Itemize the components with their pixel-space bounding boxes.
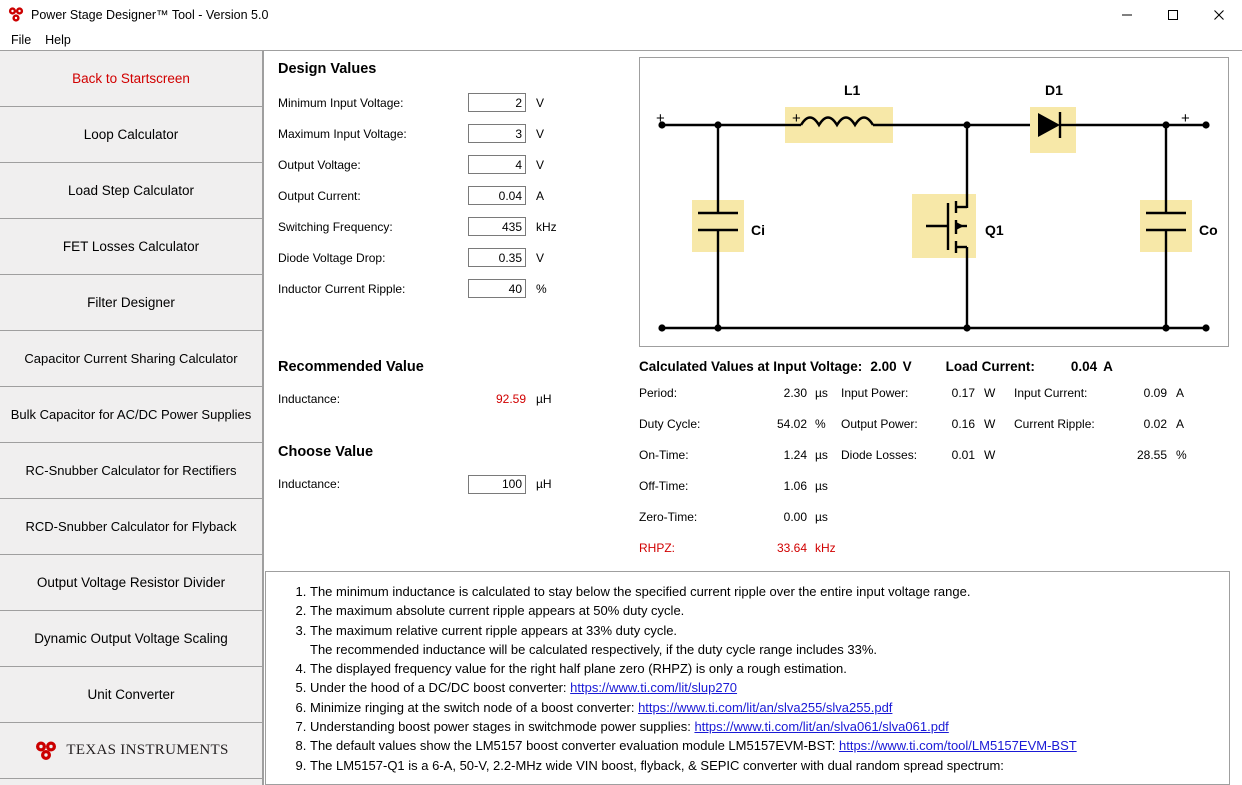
note-text: Minimize ringing at the switch node of a boost converter:: [310, 699, 639, 715]
recommended-inductance-row: [278, 385, 638, 413]
calc-current-ripple-unit: A: [1176, 417, 1185, 431]
choose-inductance-row: [278, 470, 638, 498]
field-unit: V: [536, 157, 545, 172]
field-unit: V: [536, 95, 545, 110]
boost-converter-schematic: [639, 57, 1229, 347]
note-item: [310, 717, 1217, 736]
schematic-label-ci: Ci: [751, 222, 765, 238]
diode-voltage-drop-input[interactable]: [468, 248, 526, 267]
output-current-input[interactable]: [468, 186, 526, 205]
output-voltage-input[interactable]: [468, 155, 526, 174]
minimum-input-voltage-input[interactable]: [468, 93, 526, 112]
calc-input-power-value: 0.17: [951, 386, 975, 400]
field-label: Minimum Input Voltage:: [278, 95, 404, 110]
sidebar-item-bulk-capacitor-for-ac-dc-power-supplies[interactable]: Bulk Capacitor for AC/DC Power Supplies: [0, 387, 262, 443]
calculated-heading-unit: V: [902, 359, 912, 374]
choose-value-title: Choose Value: [278, 444, 374, 460]
note-link[interactable]: https://www.ti.com/tool/LM5157EVM-BST: [838, 738, 1077, 754]
inductor-current-ripple-input[interactable]: [468, 279, 526, 298]
field-label: Inductor Current Ripple:: [278, 281, 406, 296]
note-item: [310, 601, 1217, 620]
note-text: Understanding boost power stages in switchmode power supplies:: [310, 719, 695, 735]
calculated-values-panel: [639, 359, 1239, 576]
note-text: The maximum relative current ripple appears at 33% duty cycle.: [310, 622, 678, 638]
field-label: Output Current:: [278, 188, 361, 203]
calc-current-ripple-percent-unit: %: [1176, 448, 1187, 462]
title-bar: [0, 0, 1242, 30]
recommended-inductance-value: 92.59: [495, 392, 526, 406]
calc-output-power-value: 0.16: [951, 417, 975, 431]
sidebar-item-capacitor-current-sharing-calculator[interactable]: Capacitor Current Sharing Calculator: [0, 331, 262, 387]
calc-input-current-unit: A: [1176, 386, 1185, 400]
field-unit: %: [536, 281, 547, 296]
sidebar-item-loop-calculator[interactable]: Loop Calculator: [0, 107, 262, 163]
calc-current-ripple-percent-value: 28.55: [1136, 448, 1167, 462]
note-item: [310, 698, 1217, 717]
note-text: The LM5157-Q1 is a 6-A, 50-V, 2.2-MHz wide VIN boost, flyback, & SEPIC converter with dual random spread spectrum:: [310, 757, 1004, 773]
note-subtext: The recommended inductance will be calculated respectively, if the duty cycle range includes 33%.: [310, 641, 878, 657]
calc-rhpz-unit: kHz: [815, 541, 836, 555]
note-item: [310, 736, 1217, 755]
calc-diode-losses-label: Diode Losses:: [841, 448, 918, 462]
field-unit: A: [536, 188, 545, 203]
choose-inductance-input[interactable]: [468, 475, 526, 494]
note-link[interactable]: https://www.ti.com/lit/slup270: [570, 680, 738, 696]
sidebar: [0, 51, 264, 785]
calc-diode-losses-value: 0.01: [951, 448, 975, 462]
field-unit: kHz: [536, 219, 557, 234]
field-output-voltage: [278, 149, 638, 180]
recommended-inductance-label: Inductance:: [278, 392, 341, 406]
calc-off-time-value: 1.06: [783, 479, 807, 493]
note-text: The default values show the LM5157 boost converter evaluation module LM5157EVM-BST:: [310, 738, 839, 754]
calc-duty-cycle-unit: %: [815, 417, 826, 431]
recommended-value-title: Recommended Value: [278, 359, 424, 375]
note-item: [310, 678, 1217, 697]
notes-panel: [265, 571, 1230, 785]
choose-inductance-unit: µH: [536, 477, 552, 491]
calc-rhpz-value: 33.64: [776, 541, 807, 555]
window-title: Power Stage Designer™ Tool - Version 5.0: [31, 7, 269, 22]
calculated-heading-value: 2.00: [870, 359, 897, 374]
calc-duty-cycle-label: Duty Cycle:: [639, 417, 701, 431]
note-item: [310, 756, 1217, 775]
calc-diode-losses-unit: W: [984, 448, 996, 462]
minimize-button[interactable]: [1104, 0, 1150, 30]
schematic-label-d1: D1: [1045, 82, 1063, 98]
sidebar-item-output-voltage-resistor-divider[interactable]: Output Voltage Resistor Divider: [0, 555, 262, 611]
content-area: [264, 51, 1242, 785]
window-controls: [1104, 0, 1242, 30]
sidebar-item-load-step-calculator[interactable]: Load Step Calculator: [0, 163, 262, 219]
field-label: Maximum Input Voltage:: [278, 126, 407, 141]
calc-period-value: 2.30: [783, 386, 807, 400]
calc-off-time-label: Off-Time:: [639, 479, 689, 493]
calc-output-power-label: Output Power:: [841, 417, 918, 431]
close-button[interactable]: [1196, 0, 1242, 30]
load-current-label: Load Current:: [945, 359, 1035, 374]
maximum-input-voltage-input[interactable]: [468, 124, 526, 143]
field-output-current: [278, 180, 638, 211]
sidebar-item-rcd-snubber-calculator-for-flyback[interactable]: RCD-Snubber Calculator for Flyback: [0, 499, 262, 555]
calc-rhpz-label: RHPZ:: [639, 541, 675, 555]
calc-on-time-value: 1.24: [783, 448, 807, 462]
calc-input-power-unit: W: [984, 386, 996, 400]
switching-frequency-input[interactable]: [468, 217, 526, 236]
maximize-button[interactable]: [1150, 0, 1196, 30]
calc-zero-time-unit: µs: [815, 510, 828, 524]
schematic-plus-input: +: [656, 110, 665, 127]
design-values-panel: [278, 61, 638, 304]
note-text: The maximum absolute current ripple appears at 50% duty cycle.: [310, 603, 685, 619]
field-switching-frequency: [278, 211, 638, 242]
sidebar-item-fet-losses-calculator[interactable]: FET Losses Calculator: [0, 219, 262, 275]
calc-input-current-label: Input Current:: [1014, 386, 1088, 400]
main-area: [0, 50, 1242, 785]
texas-instruments-logo[interactable]: [0, 723, 262, 779]
field-label: Diode Voltage Drop:: [278, 250, 386, 265]
calculated-heading-label: Calculated Values at Input Voltage:: [639, 359, 863, 374]
field-minimum-input-voltage: [278, 87, 638, 118]
calc-on-time-label: On-Time:: [639, 448, 689, 462]
note-link[interactable]: https://www.ti.com/lit/an/slva061/slva061.pdf: [694, 719, 949, 735]
schematic-plus-output: +: [1181, 110, 1190, 127]
calc-input-current-value: 0.09: [1143, 386, 1167, 400]
schematic-label-l1: L1: [844, 82, 861, 98]
recommended-inductance-unit: µH: [536, 392, 552, 406]
calc-current-ripple-label: Current Ripple:: [1014, 417, 1095, 431]
calc-zero-time-label: Zero-Time:: [639, 510, 698, 524]
calculated-values-grid: [639, 386, 1239, 576]
sidebar-item-unit-converter[interactable]: Unit Converter: [0, 667, 262, 723]
menu-file[interactable]: File: [11, 33, 32, 47]
field-diode-voltage-drop: [278, 242, 638, 273]
calc-duty-cycle-value: 54.02: [776, 417, 807, 431]
ti-app-icon: [7, 6, 25, 24]
calc-zero-time-value: 0.00: [783, 510, 807, 524]
sidebar-item-filter-designer[interactable]: Filter Designer: [0, 275, 262, 331]
calc-period-label: Period:: [639, 386, 678, 400]
note-text: The displayed frequency value for the right half plane zero (RHPZ) is only a rough estimation.: [310, 661, 847, 677]
note-link[interactable]: https://www.ti.com/lit/an/slva255/slva255.pdf: [638, 699, 893, 715]
calc-on-time-unit: µs: [815, 448, 828, 462]
field-unit: V: [536, 250, 545, 265]
calc-input-power-label: Input Power:: [841, 386, 909, 400]
ti-logo-text: TEXAS INSTRUMENTS: [66, 742, 229, 758]
field-inductor-current-ripple: [278, 273, 638, 304]
field-maximum-input-voltage: [278, 118, 638, 149]
note-item: [310, 621, 1217, 660]
schematic-plus-inductor: +: [792, 110, 801, 127]
field-label: Output Voltage:: [278, 157, 361, 172]
calc-output-power-unit: W: [984, 417, 996, 431]
note-text: Under the hood of a DC/DC boost converter:: [310, 680, 571, 696]
schematic-label-co: Co: [1199, 222, 1218, 238]
calc-off-time-unit: µs: [815, 479, 828, 493]
menu-bar: [0, 30, 1242, 50]
sidebar-item-rc-snubber-calculator-for-rectifiers[interactable]: RC-Snubber Calculator for Rectifiers: [0, 443, 262, 499]
load-current-unit: A: [1103, 359, 1113, 374]
sidebar-item-back-to-startscreen[interactable]: Back to Startscreen: [0, 51, 262, 107]
field-unit: V: [536, 126, 545, 141]
calculated-values-heading: [639, 359, 1239, 374]
design-values-title: Design Values: [278, 61, 377, 77]
note-text: The minimum inductance is calculated to stay below the specified current ripple over the entire input voltage range.: [310, 584, 971, 599]
ti-logo-icon: [33, 740, 59, 762]
choose-value-panel: [278, 444, 638, 498]
calc-current-ripple-value: 0.02: [1143, 417, 1167, 431]
field-label: Switching Frequency:: [278, 219, 393, 234]
sidebar-item-dynamic-output-voltage-scaling[interactable]: Dynamic Output Voltage Scaling: [0, 611, 262, 667]
schematic-label-q1: Q1: [985, 222, 1004, 238]
load-current-value: 0.04: [1070, 359, 1098, 374]
note-item: [310, 659, 1217, 678]
calc-period-unit: µs: [815, 386, 828, 400]
menu-help[interactable]: Help: [45, 33, 71, 47]
recommended-value-panel: [278, 359, 638, 413]
choose-inductance-label: Inductance:: [278, 477, 341, 491]
note-item: [310, 582, 1217, 601]
